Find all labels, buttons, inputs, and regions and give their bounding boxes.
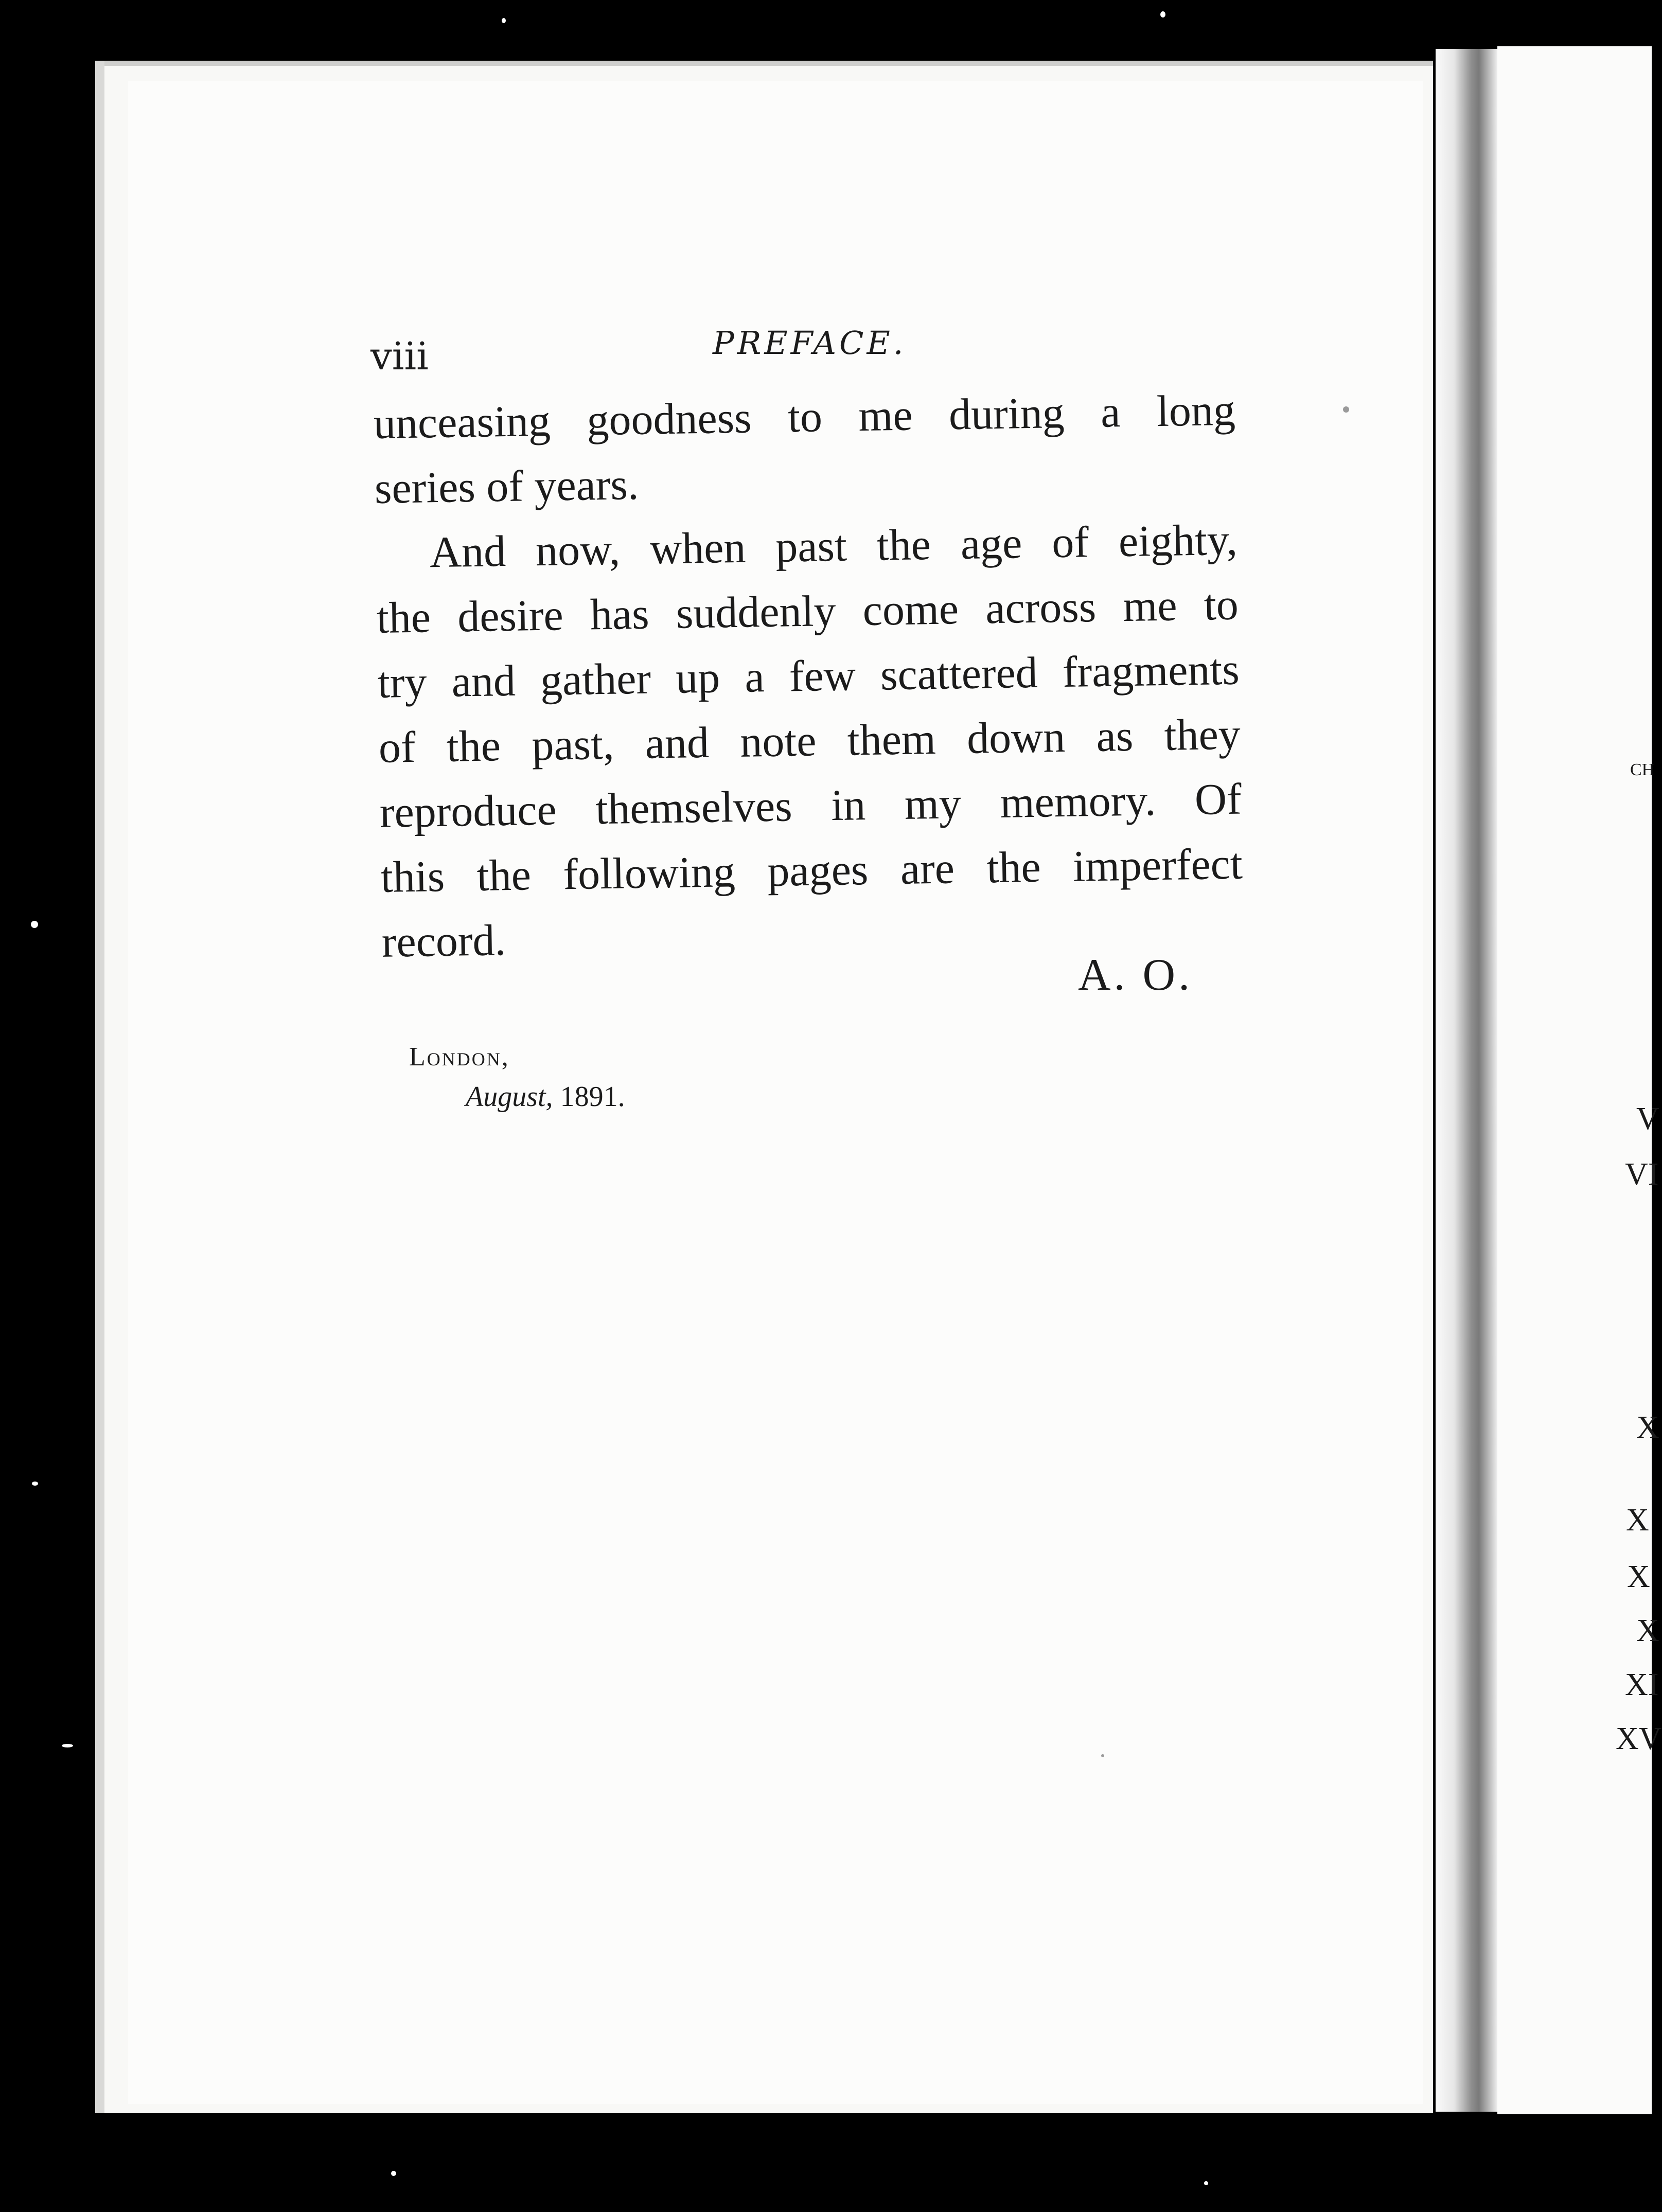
- scan-speck: [1204, 2181, 1208, 2185]
- page-number: viii: [370, 334, 429, 379]
- facing-page-fragment: X: [1627, 1559, 1650, 1594]
- facing-page-fragment: CH: [1630, 760, 1655, 779]
- facing-page-fragment: VI: [1625, 1157, 1659, 1192]
- facing-page-fragment: X: [1636, 1613, 1659, 1648]
- dateline-place: London,: [409, 1042, 510, 1072]
- scan-speck: [502, 18, 506, 23]
- facing-page-edge: [1497, 46, 1655, 2114]
- text-line: this the following pages are the imperfect: [380, 839, 1243, 902]
- facing-page-fragment: X: [1626, 1503, 1649, 1538]
- scan-speck: [62, 1744, 73, 1747]
- text-line: try and gather up a few scattered fragments: [377, 644, 1240, 707]
- book-gutter: [1436, 49, 1497, 2112]
- dateline-year: 1891.: [560, 1081, 625, 1113]
- left-page: [95, 61, 1433, 2113]
- scan-speck: [31, 921, 38, 928]
- facing-page-fragment: XV: [1616, 1721, 1662, 1756]
- facing-page-fragment: V: [1636, 1101, 1659, 1136]
- text-line: reproduce themselves in my memory. Of: [379, 774, 1242, 837]
- dateline-date: [466, 1080, 625, 1113]
- facing-page-fragment: X: [1636, 1410, 1659, 1445]
- text-line: record.: [381, 915, 506, 967]
- scan-speck: [1101, 1754, 1104, 1757]
- scan-speck: [391, 2171, 396, 2176]
- scan-speck: [1343, 406, 1349, 413]
- author-initials: A. O.: [1078, 950, 1193, 1000]
- running-head: PREFACE.: [713, 324, 907, 362]
- text-line: unceasing goodness to me during a long: [373, 385, 1236, 448]
- facing-page-fragment: XI: [1625, 1667, 1659, 1702]
- text-line: series of years.: [374, 459, 640, 513]
- dateline-month: August,: [466, 1081, 553, 1113]
- preface-paragraphs: [373, 378, 1244, 974]
- text-line: the desire has suddenly come across me to: [376, 579, 1239, 643]
- scan-speck: [1160, 11, 1165, 17]
- text-line: And now, when past the age of eighty,: [429, 514, 1238, 577]
- scan-speck: [32, 1482, 38, 1486]
- text-line: of the past, and note them down as they: [378, 709, 1241, 772]
